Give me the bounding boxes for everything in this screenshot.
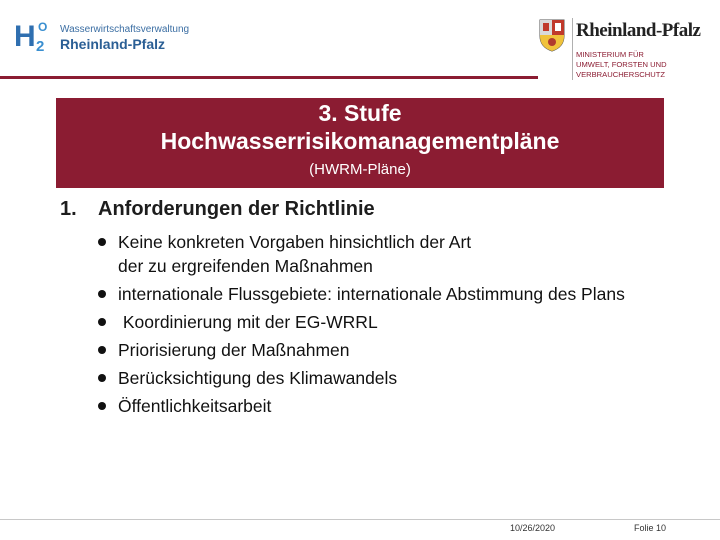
footer-divider [0,519,720,520]
list-item-line: Keine konkreten Vorgaben hinsichtlich der Art [118,232,472,252]
ministry-line: UMWELT, FORSTEN UND [576,60,667,69]
list-item-text [118,230,471,278]
list-item-text: Berücksichtigung des Klimawandels [118,368,398,388]
coat-of-arms-icon [538,18,566,52]
rlp-ministry-logo [538,18,710,84]
title-line-2: Hochwasserrisikomanagementpläne [160,128,560,154]
section-heading-text: Anforderungen der Richtlinie [98,198,375,220]
footer-date: 10/26/2020 [510,523,556,533]
h2o-logo-line2: Rheinland-Pfalz [60,36,166,52]
h2o-logo [14,20,190,58]
bullet-icon [98,346,106,354]
bullet-icon [98,402,106,410]
header-divider [0,76,538,79]
title-banner [56,98,664,188]
ministry-line: VERBRAUCHERSCHUTZ [576,70,666,79]
ministry-line: MINISTERIUM FÜR [576,50,644,59]
list-item-line: der zu ergreifenden Maßnahmen [118,256,373,276]
title-line-3: (HWRM-Pläne) [309,161,411,178]
bullet-icon [98,374,106,382]
title-line-1: 3. Stufe [318,100,402,126]
list-item-text: internationale Flussgebiete: internationale Abstimmung des Plans [118,284,625,304]
section-number: 1. [60,198,77,220]
bullet-icon [98,290,106,298]
rlp-logo-name: Rheinland-Pfalz [576,20,701,41]
bullet-icon [98,238,106,246]
section-heading [60,198,375,221]
h2o-logo-letters: H [14,20,35,53]
list-item-text: Öffentlichkeitsarbeit [118,396,272,416]
list-item-text: Priorisierung der Maßnahmen [118,340,350,360]
h2o-logo-superscript: O [38,20,48,34]
h2o-logo-line1: Wasserwirtschaftsverwaltung [60,24,190,35]
footer-page-number: Folie 10 [634,523,667,533]
h2o-logo-subscript: 2 [36,38,45,55]
bullet-icon [98,318,106,326]
list-item-text: Koordinierung mit der EG-WRRL [118,312,378,332]
rlp-ministry-name [576,50,667,80]
logo-divider [572,18,573,80]
